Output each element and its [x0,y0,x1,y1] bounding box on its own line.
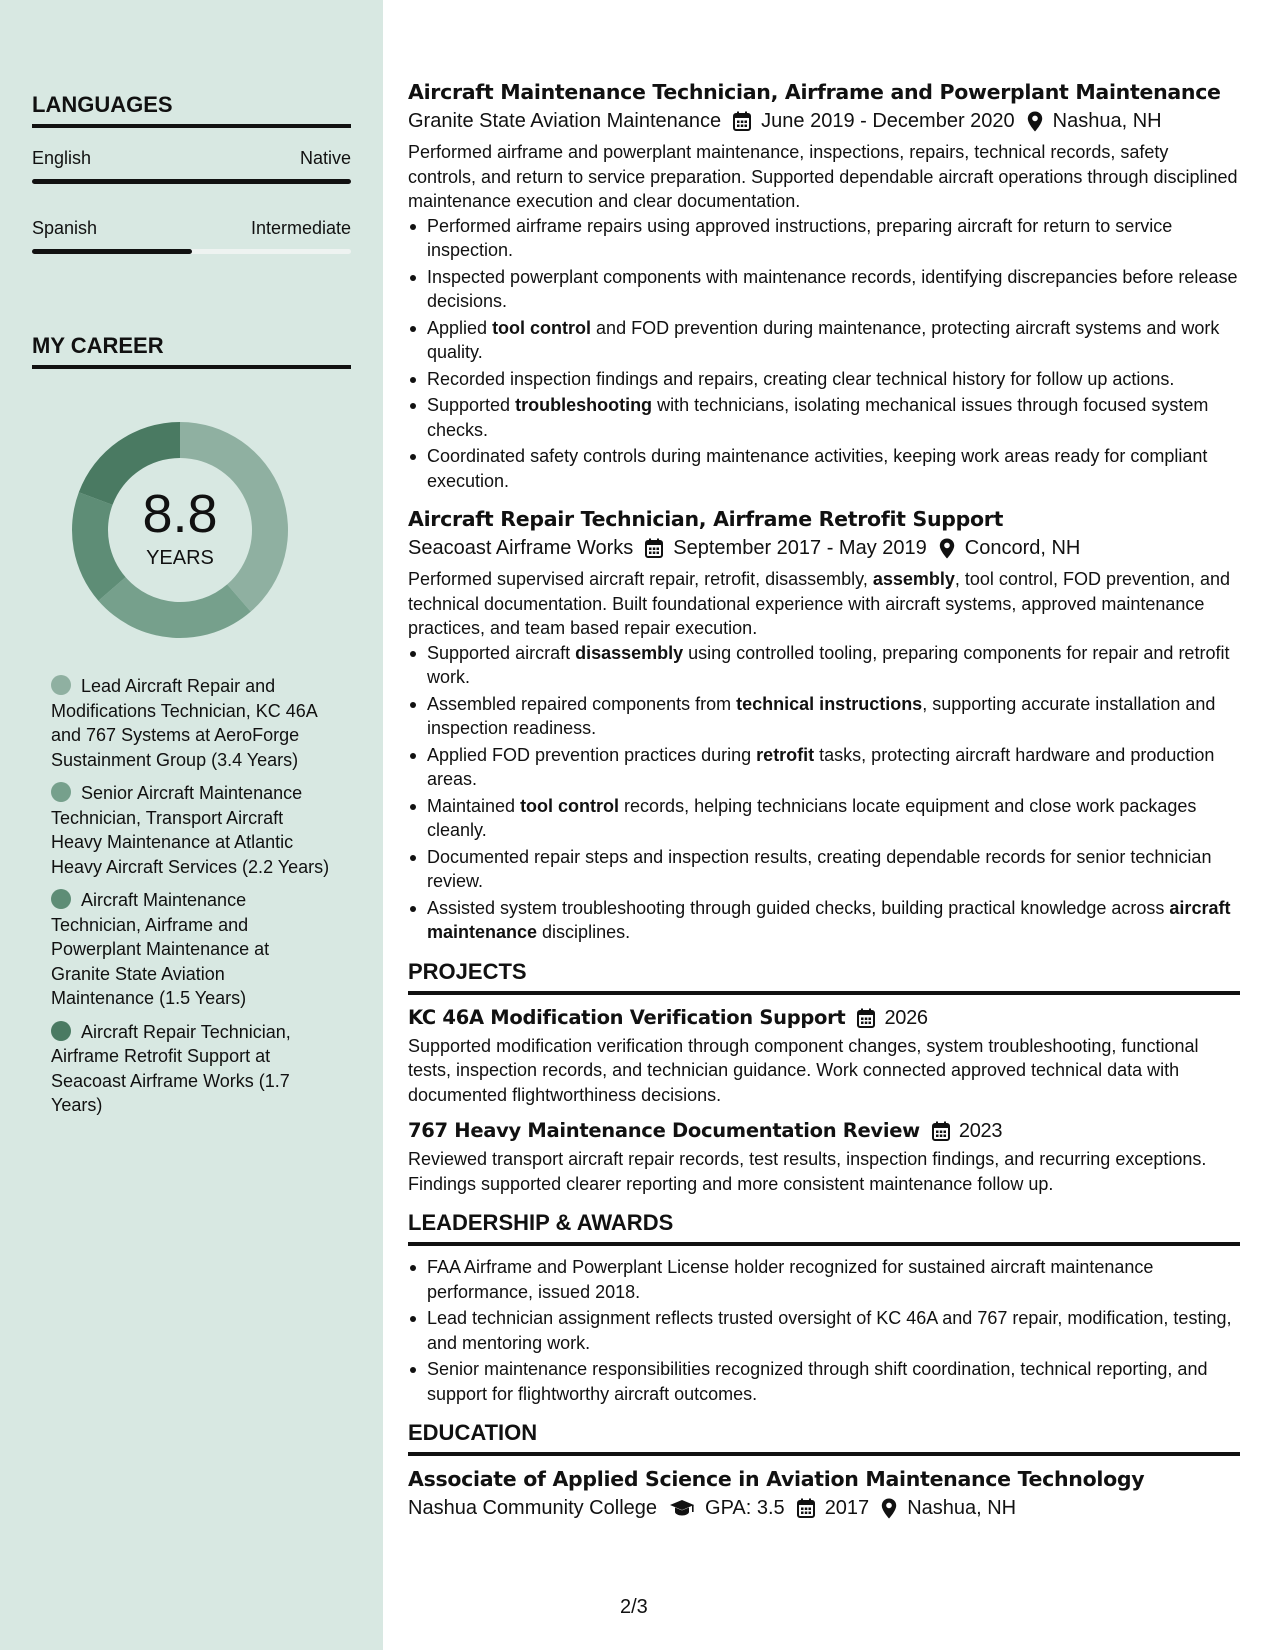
job-location: Nashua, NH [1052,110,1162,132]
list-item: Assisted system troubleshooting through guided checks, building practical knowledge across aircraft maintenance disciplines. [408,896,1240,945]
school-name: Nashua Community College [408,1497,658,1519]
career-section [32,333,351,369]
job-meta [408,106,1240,136]
job-summary: Performed airframe and powerplant maintenance, inspections, repairs, technical records, safety controls, and return to service preparation. Supported dependable aircraft operations through disciplined maintenance execution and clear documentation. [408,142,1238,211]
career-legend-item [51,888,331,1011]
career-legend-label: Senior Aircraft Maintenance Technician, Transport Aircraft Heavy Maintenance at Atlantic Heavy Aircraft Services (2.2 Years) [51,783,330,877]
career-legend-item [51,674,331,772]
job-summary: Performed supervised aircraft repair, retrofit, disassembly, assembly, tool control, FOD prevention, and technical documentation. Built foundational experience with aircraft systems, approved maintenance practices, and team based repair execution. [408,569,1231,638]
legend-dot [51,675,71,695]
language-item [32,148,351,184]
list-item: Inspected powerplant components with maintenance records, identifying discrepancies before release decisions. [408,265,1240,314]
language-item [32,218,351,254]
career-legend-label: Aircraft Repair Technician, Airframe Retrofit Support at Seacoast Airframe Works (1.7 Years) [51,1021,291,1115]
project-title: KC 46A Modification Verification Support [408,1005,846,1029]
list-item: Senior maintenance responsibilities recognized through shift coordination, technical reporting, and support for flightworthy aircraft outcomes. [408,1357,1240,1406]
map-pin-icon [881,1498,897,1519]
projects-section [408,959,1240,1197]
job-dates: September 2017 - May 2019 [673,537,927,559]
list-item: Applied tool control and FOD prevention during maintenance, protecting aircraft systems and work quality. [408,316,1240,365]
project-year: 2026 [884,1006,928,1029]
degree-title: Associate of Applied Science in Aviation Maintenance Technology [408,1467,1145,1491]
main-content [408,78,1240,1523]
legend-dot [51,1021,71,1041]
project-entry [408,1004,1240,1108]
career-legend-label: Aircraft Maintenance Technician, Airframe and Powerplant Maintenance at Granite State Aviation Maintenance (1.5 Years) [51,890,270,1008]
language-proficiency-fill [32,249,192,254]
language-proficiency-fill [32,179,351,184]
calendar-icon [932,1121,950,1141]
list-item: Recorded inspection findings and repairs, creating clear technical history for follow up actions. [408,367,1240,392]
experience-entry [408,78,1240,493]
education-heading: EDUCATION [408,1420,1240,1456]
project-description: Supported modification verification through component changes, system troubleshooting, functional tests, inspection records, and technician guidance. Work connected approved technical data with documented flightworthiness decisions. [408,1035,1199,1105]
calendar-icon [733,111,751,131]
list-item: Assembled repaired components from technical instructions, supporting accurate installation and inspection readiness. [408,692,1240,741]
list-item: FAA Airframe and Powerplant License holder recognized for sustained aircraft maintenance performance, issued 2018. [408,1255,1240,1304]
calendar-icon [857,1008,875,1028]
list-item: Lead technician assignment reflects trusted oversight of KC 46A and 767 repair, modification, testing, and mentoring work. [408,1306,1240,1355]
language-proficiency-bar [32,179,351,184]
awards-list [408,1255,1240,1406]
map-pin-icon [939,538,955,559]
list-item: Coordinated safety controls during maintenance activities, keeping work areas ready for compliant execution. [408,444,1240,493]
project-description: Reviewed transport aircraft repair records, test results, inspection findings, and recurring exceptions. Findings supported clearer reporting and more consistent maintenance follow up. [408,1149,1207,1194]
career-total-unit: YEARS [146,546,214,569]
job-title: Aircraft Repair Technician, Airframe Retrofit Support [408,507,1004,531]
list-item: Performed airframe repairs using approved instructions, preparing aircraft for return to service inspection. [408,214,1240,263]
job-dates: June 2019 - December 2020 [761,110,1015,132]
career-legend-item [51,781,331,879]
job-meta [408,533,1240,563]
language-name: Spanish [32,218,98,238]
career-legend-item [51,1020,331,1118]
education-location: Nashua, NH [907,1497,1017,1519]
career-donut-chart [62,412,298,648]
project-title: 767 Heavy Maintenance Documentation Review [408,1119,920,1142]
calendar-icon [797,1498,815,1518]
list-item: Applied FOD prevention practices during retrofit tasks, protecting aircraft hardware and production areas. [408,743,1240,792]
career-heading: MY CAREER [32,333,351,369]
language-level: Intermediate [250,218,351,238]
legend-dot [51,782,71,802]
list-item: Supported aircraft disassembly using controlled tooling, preparing components for repair and retrofit work. [408,641,1240,690]
education-section [408,1420,1240,1523]
list-item: Supported troubleshooting with technicians, isolating mechanical issues through focused system checks. [408,393,1240,442]
job-location: Concord, NH [964,537,1081,559]
calendar-icon [645,538,663,558]
languages-heading: LANGUAGES [32,92,351,128]
company-name: Granite State Aviation Maintenance [408,110,722,132]
awards-heading: LEADERSHIP & AWARDS [408,1210,1240,1246]
job-bullets [408,641,1240,945]
graduation-year: 2017 [824,1497,870,1519]
project-title-row [408,1117,1240,1145]
education-meta [408,1493,1240,1523]
experience-entry [408,505,1240,945]
map-pin-icon [1027,111,1043,132]
projects-heading: PROJECTS [408,959,1240,995]
gpa: GPA: 3.5 [705,1497,785,1519]
project-year: 2023 [958,1120,1003,1142]
language-level: Native [299,148,351,168]
career-legend-label: Lead Aircraft Repair and Modifications Technician, KC 46A and 767 Systems at AeroForge Sustainment Group (3.4 Years) [51,676,317,770]
project-entry [408,1117,1240,1196]
graduation-cap-icon [669,1499,695,1517]
language-name: English [32,148,92,168]
career-total-value: 8.8 [142,483,218,544]
list-item: Maintained tool control records, helping technicians locate equipment and close work packages cleanly. [408,794,1240,843]
project-title-row [408,1004,1240,1032]
page-number: 2/3 [620,1596,648,1618]
languages-section [32,92,351,254]
career-legend [51,674,331,1127]
job-bullets [408,214,1240,494]
legend-dot [51,889,71,909]
company-name: Seacoast Airframe Works [408,537,634,559]
list-item: Documented repair steps and inspection results, creating dependable records for senior technician review. [408,845,1240,894]
awards-section [408,1210,1240,1406]
job-title: Aircraft Maintenance Technician, Airframe and Powerplant Maintenance [408,80,1221,104]
language-proficiency-bar [32,249,351,254]
sidebar [0,0,383,1650]
